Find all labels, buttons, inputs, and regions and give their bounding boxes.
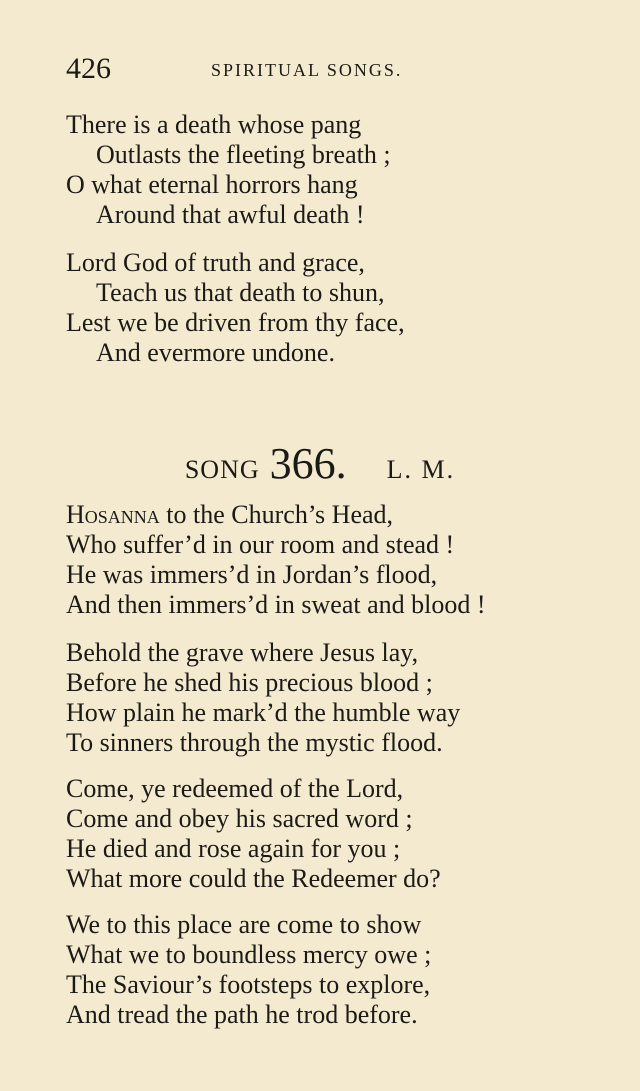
first-word: Hosanna (66, 500, 160, 529)
song-label: SONG (184, 455, 260, 484)
verse-line: Come and obey his sacred word ; (66, 804, 413, 833)
song-heading (0, 438, 640, 489)
verse-line: What we to boundless mercy owe ; (66, 940, 432, 969)
song-stanza-2 (66, 638, 626, 758)
verse-line: He died and rose again for you ; (66, 834, 401, 863)
verse-line: And tread the path he trod before. (66, 1000, 418, 1029)
verse-line: Before he shed his precious blood ; (66, 668, 433, 697)
verse-line: There is a death whose pang (66, 110, 362, 139)
running-head (66, 52, 486, 86)
verse-line: Lest we be driven from thy face, (66, 308, 405, 337)
verse-line: How plain he mark’d the humble way (66, 698, 461, 727)
verse-line: Teach us that death to shun, (96, 278, 385, 307)
verse-line: Outlasts the fleeting breath ; (96, 140, 391, 169)
verse-line: Around that awful death ! (96, 200, 365, 229)
verse-line: Behold the grave where Jesus lay, (66, 638, 419, 667)
verse-line: And then immers’d in sweat and blood ! (66, 590, 486, 619)
song-stanza-4 (66, 910, 626, 1030)
verse-line: O what eternal horrors hang (66, 170, 358, 199)
previous-song-stanza-2 (66, 248, 626, 368)
verse-line: The Saviour’s footsteps to explore, (66, 970, 431, 999)
previous-song-stanza-1 (66, 110, 626, 230)
verse-line: What more could the Redeemer do? (66, 864, 441, 893)
page-number: 426 (66, 52, 111, 85)
verse-line: Come, ye redeemed of the Lord, (66, 774, 404, 803)
verse-line: We to this place are come to show (66, 910, 422, 939)
verse-line: And evermore undone. (96, 338, 335, 367)
song-stanza-3 (66, 774, 626, 894)
verse-line: Lord God of truth and grace, (66, 248, 365, 277)
first-line-rest: to the Church’s Head, (159, 500, 394, 529)
running-title: SPIRITUAL SONGS. (211, 60, 403, 80)
song-number: 366. (269, 439, 347, 488)
song-meter: L. M. (386, 455, 456, 484)
verse-line: Who suffer’d in our room and stead ! (66, 530, 455, 559)
verse-line: He was immers’d in Jordan’s flood, (66, 560, 438, 589)
verse-line (66, 500, 626, 530)
verse-line: To sinners through the mystic flood. (66, 728, 443, 757)
song-stanza-1 (66, 500, 626, 620)
